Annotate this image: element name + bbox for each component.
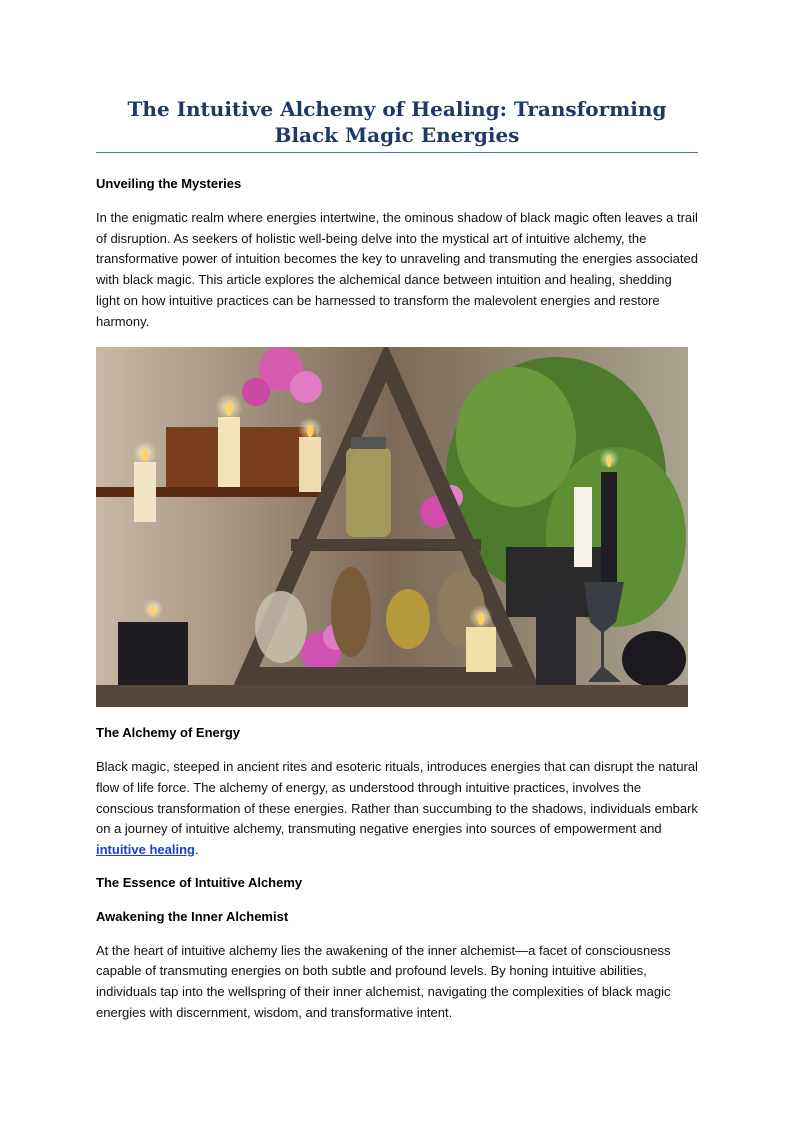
paragraph-text: Black magic, steeped in ancient rites and esoteric rituals, introduces energies that can disrupt the natural flow of life force. The alchemy of energy, as understood through intuitive practices, involves the conscious transformation of these energies. Rather than succumbing to the shadows, individuals embark on a journey of intuitive alchemy, transmuting negative energies into sources of empowerment and [96, 759, 698, 837]
inner-alchemist-paragraph: At the heart of intuitive alchemy lies the awakening of the inner alchemist—a facet of consciousness capable of transmuting energies on both subtle and profound levels. By honing intuitive abilities, individuals tap into the wellspring of their inner alchemist, navigating the complexities of black magic energies with discernment, wisdom, and transformative intent. [96, 942, 671, 1020]
section-heading-unveiling: Unveiling the Mysteries [96, 176, 242, 191]
intro-paragraph: In the enigmatic realm where energies intertwine, the ominous shadow of black magic often leaves a trail of disruption. As seekers of holistic well-being delve into the mystical art of intuitive alchemy, the transformative power of intuition becomes the key to unraveling and transmuting the energies associated with black magic. This article explores the alchemical dance between intuition and healing, shedding light on how intuitive practices can be harnessed to transform the malevolent energies and restore harmony. [96, 210, 698, 329]
section-heading-alchemy-of-energy: The Alchemy of Energy [96, 725, 240, 741]
altar-photo [96, 347, 688, 707]
intuitive-healing-link[interactable]: intuitive healing [96, 842, 195, 858]
section-heading-inner-alchemist: Awakening the Inner Alchemist [96, 908, 289, 924]
paragraph-end: . [194, 842, 199, 858]
alchemy-energy-paragraph [96, 757, 698, 861]
article-title: The Intuitive Alchemy of Healing: Transforming Black Magic Energies [96, 96, 698, 153]
document-page [96, 96, 698, 1024]
section-heading-essence: The Essence of Intuitive Alchemy [96, 874, 303, 890]
